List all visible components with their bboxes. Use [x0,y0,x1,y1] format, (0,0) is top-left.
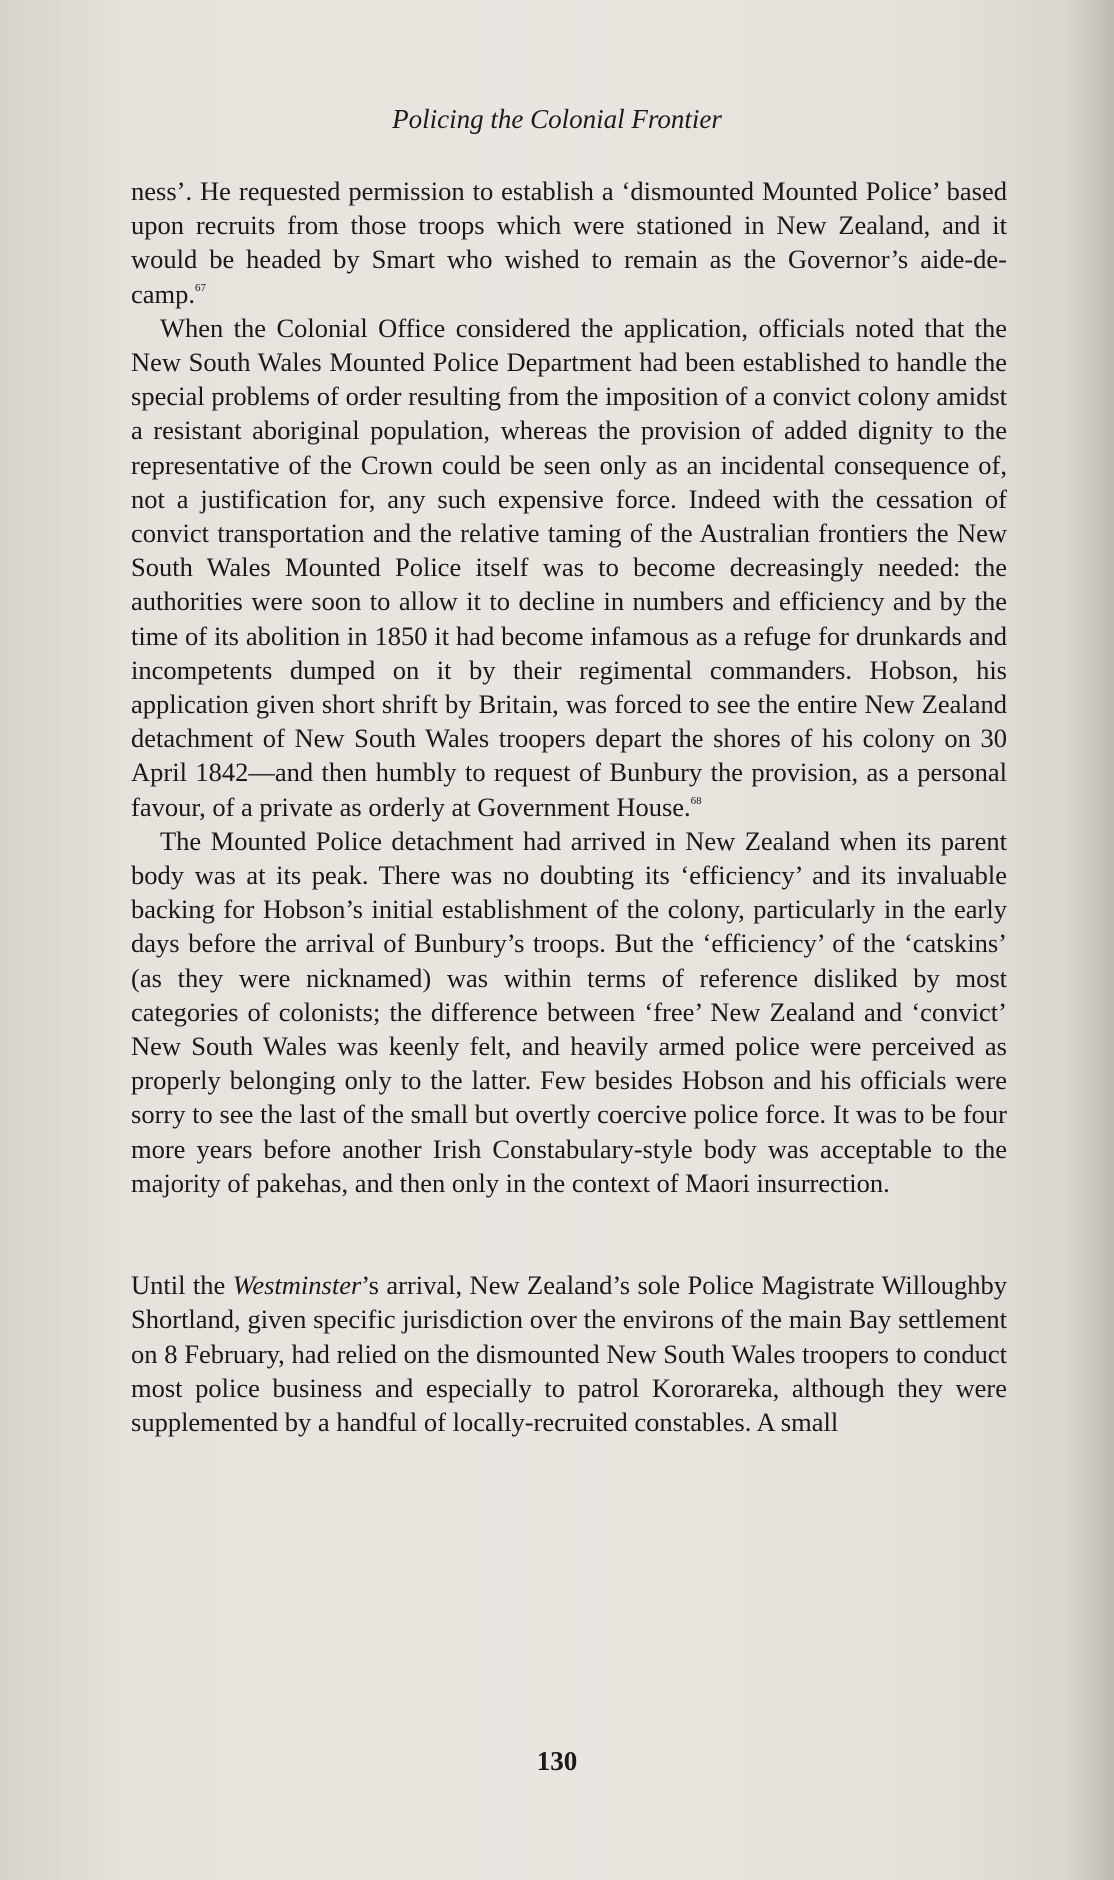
paragraph-text: ness’. He requested permission to establish a ‘dismounted Mounted Police’ based upon recruits from those troops which were stationed in New Zealand, and it would be headed by Smart who wished to remain as the Governor’s aide-de-camp. [131,176,1007,309]
page-number: 130 [536,1746,578,1776]
ship-name: Westminster [232,1270,362,1301]
paragraph-text: The Mounted Police detachment had arrived in New Zealand when its parent body was at its peak. There was no doubting its ‘efficiency’ and its invaluable backing for Hobson’s initial establishment of the colony, particularly in the early days before the arrival of Bunbury’s troops. But the ‘efficiency’ of the ‘catskins’ (as they were nicknamed) was within terms of reference disliked by most categories of colonists; the difference between ‘free’ New Zealand and ‘convict’ New South Wales was keenly felt, and heavily armed police were perceived as properly belonging only to the latter. Few besides Hobson and his officials were sorry to see the last of the small but overtly coercive police force. It was to be four more years before another Irish Constabulary-style body was acceptable to the majority of pakehas, and then only in the context of Maori insurrection. [131,825,1007,1198]
paragraph-text: When the Colonial Office considered the application, officials noted that the New South Wales Mounted Police Department had been established to handle the special problems of order resulting from the imposition of a convict colony amidst a resistant aboriginal population, whereas the provision of added dignity to the representative of the Crown could be seen only as an incidental consequence of, not a justification for, any such expensive force. Indeed with the cessation of convict transportation and the relative taming of the Australian frontiers the New South Wales Mounted Police itself was to become decreasingly needed: the authorities were soon to allow it to decline in numbers and efficiency and by the time of its abolition in 1850 it had become infamous as a refuge for drunkards and incompetents dumped on it by their regimental commanders. Hobson, his application given short shrift by Britain, was forced to see the entire New Zealand detachment of New South Wales troopers depart the shores of his colony on 30 April 1842—and then humbly to request of Bunbury the provision, as a personal favour, of a private as orderly at Government House. [131,312,1007,822]
paragraph-text: Until the [131,1270,233,1301]
paragraph-continued [131,174,1007,311]
paragraph [131,311,1007,824]
page-edge-shadow [1070,0,1114,1880]
body-text [131,174,1007,1439]
running-head: Policing the Colonial Frontier [392,104,722,134]
paragraph [131,824,1007,1200]
footnote-ref: 68 [690,794,702,807]
paragraph-new-section [131,1268,1007,1439]
paragraph-text: ’s arrival, New Zealand’s sole Police Magistrate Willoughby Shortland, given specific jurisdiction over the environs of the main Bay settlement on 8 February, had relied on the dismounted New South Wales troopers to conduct most police business and especially to patrol Kororareka, although they were supplemented by a handful of locally-recruited constables. A small [131,1270,1007,1437]
footnote-ref: 67 [195,281,207,294]
